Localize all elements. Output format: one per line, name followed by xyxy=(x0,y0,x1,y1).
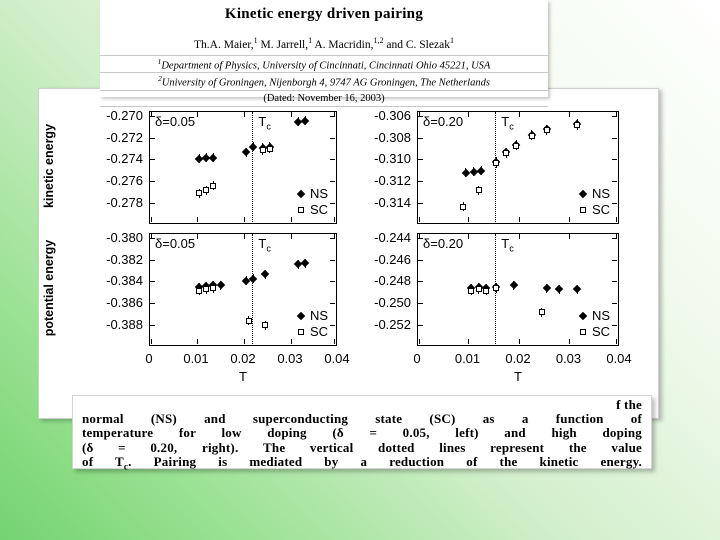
legend-label-ns: NS xyxy=(309,308,328,323)
y-tick xyxy=(150,159,155,160)
y-tick xyxy=(418,281,423,282)
x-tick xyxy=(519,234,520,239)
open-square-icon xyxy=(580,207,586,213)
data-point-sc xyxy=(246,318,252,324)
y-tick-label: -0.314 xyxy=(374,194,411,210)
filled-diamond-icon xyxy=(579,311,587,319)
caption-line: temperature for low doping (δ = 0.05, left) and high doping xyxy=(82,425,642,441)
x-tick xyxy=(244,339,245,344)
x-tick xyxy=(468,217,469,222)
legend-sc xyxy=(580,324,610,339)
delta-label: δ=0.20 xyxy=(423,114,464,129)
y-tick xyxy=(418,325,423,326)
x-tick xyxy=(616,339,617,344)
y-tick xyxy=(330,181,335,182)
y-axis-group-label-potential: potential energy xyxy=(42,239,56,337)
y-tick xyxy=(150,181,155,182)
data-point-sc xyxy=(460,204,466,210)
y-tick-label: -0.272 xyxy=(106,129,143,145)
x-tick xyxy=(419,217,420,222)
figure-canvas xyxy=(38,88,659,419)
x-tick-label: 0.03 xyxy=(277,351,303,366)
data-point-ns xyxy=(261,270,269,278)
y-tick xyxy=(612,303,617,304)
x-tick xyxy=(151,112,152,117)
x-tick xyxy=(468,234,469,239)
data-point-sc xyxy=(513,143,519,149)
x-tick xyxy=(291,112,292,117)
figure-caption xyxy=(72,395,652,472)
y-tick xyxy=(612,159,617,160)
legend-sc xyxy=(298,324,328,339)
data-point-ns xyxy=(462,169,470,177)
data-point-sc xyxy=(483,288,489,294)
data-point-sc xyxy=(493,160,499,166)
x-tick xyxy=(244,234,245,239)
data-point-ns xyxy=(477,166,485,174)
legend-sc xyxy=(580,202,610,217)
legend-ns xyxy=(298,308,328,323)
data-point-sc xyxy=(493,285,499,291)
tc-label: $T_c$ xyxy=(258,236,271,254)
x-tick-label: 0.04 xyxy=(324,351,350,366)
data-point-ns xyxy=(301,116,309,124)
x-tick xyxy=(151,339,152,344)
x-tick xyxy=(291,217,292,222)
data-point-ns xyxy=(555,285,563,293)
x-tick xyxy=(616,112,617,117)
x-tick-label: 0.01 xyxy=(454,351,481,366)
y-tick-label: -0.250 xyxy=(374,295,411,311)
y-tick-label: -0.276 xyxy=(106,173,143,189)
y-tick xyxy=(150,138,155,139)
legend-label-sc: SC xyxy=(309,324,328,339)
data-point-ns xyxy=(543,284,551,292)
x-tick xyxy=(569,112,570,117)
legend-ns xyxy=(580,186,610,201)
y-tick xyxy=(330,325,335,326)
y-axis-group-label-kinetic: kinetic energy xyxy=(42,123,56,209)
delta-label: δ=0.05 xyxy=(155,236,196,251)
legend-sc xyxy=(298,202,328,217)
x-tick xyxy=(151,217,152,222)
plot-panel-kinetic-high xyxy=(417,111,619,224)
x-tick xyxy=(569,234,570,239)
data-point-sc xyxy=(260,147,266,153)
data-point-ns xyxy=(510,281,518,289)
y-tick xyxy=(612,138,617,139)
paper-affiliation-2: $^2$University of Groningen, Nijenborgh 4, 9747 AG Groningen, The Netherlands xyxy=(100,73,548,91)
x-tick xyxy=(197,112,198,117)
y-tick-label: -0.246 xyxy=(374,251,411,267)
y-tick-label: -0.388 xyxy=(106,316,143,332)
y-tick-label: -0.312 xyxy=(374,173,411,189)
delta-label: δ=0.05 xyxy=(155,114,196,129)
x-tick xyxy=(519,217,520,222)
data-point-sc xyxy=(262,322,268,328)
plot-panel-potential-low xyxy=(149,233,337,346)
x-tick xyxy=(616,234,617,239)
legend-label-ns: NS xyxy=(591,186,610,201)
legend-ns xyxy=(580,308,610,323)
x-tick xyxy=(151,234,152,239)
x-tick xyxy=(197,339,198,344)
y-tick xyxy=(330,303,335,304)
open-square-icon xyxy=(298,329,304,335)
x-tick xyxy=(468,112,469,117)
paper-dated: (Dated: November 16, 2003) xyxy=(100,91,548,107)
legend-label-ns: NS xyxy=(591,308,610,323)
x-tick-label: 0.02 xyxy=(230,351,256,366)
y-tick xyxy=(612,281,617,282)
x-tick xyxy=(419,339,420,344)
legend-label-sc: SC xyxy=(591,202,610,217)
data-point-ns xyxy=(301,259,309,267)
y-tick xyxy=(330,281,335,282)
x-tick-label: 0 xyxy=(145,351,153,366)
y-tick-label: -0.308 xyxy=(374,129,411,145)
y-tick xyxy=(612,325,617,326)
data-point-sc xyxy=(267,146,273,152)
filled-diamond-icon xyxy=(579,189,587,197)
x-tick-label: 0.02 xyxy=(505,351,531,366)
tc-label: $T_c$ xyxy=(501,114,514,132)
plot-panel-potential-high xyxy=(417,233,619,346)
y-tick-label: -0.380 xyxy=(106,229,143,245)
y-tick-label: -0.382 xyxy=(106,251,143,267)
y-tick xyxy=(612,181,617,182)
data-point-sc xyxy=(196,288,202,294)
y-tick xyxy=(418,181,423,182)
paper-header xyxy=(100,0,548,104)
tc-dotted-line xyxy=(252,234,253,344)
data-point-ns xyxy=(216,281,224,289)
x-tick xyxy=(291,339,292,344)
y-tick-label: -0.252 xyxy=(374,316,411,332)
x-tick-label: 0.01 xyxy=(183,351,209,366)
legend-label-ns: NS xyxy=(309,186,328,201)
data-point-sc xyxy=(503,150,509,156)
y-tick xyxy=(612,203,617,204)
data-point-ns xyxy=(249,274,257,282)
x-tick xyxy=(334,339,335,344)
caption-line: f the xyxy=(616,397,642,412)
x-axis-label: T xyxy=(239,369,247,384)
caption-line: normal (NS) and superconducting state (SC) as a function of xyxy=(82,411,642,427)
y-tick xyxy=(330,203,335,204)
y-tick-label: -0.384 xyxy=(106,273,143,289)
y-tick-label: -0.274 xyxy=(106,151,143,167)
data-point-sc xyxy=(203,286,209,292)
x-tick xyxy=(616,217,617,222)
y-tick-label: -0.270 xyxy=(106,107,143,123)
open-square-icon xyxy=(298,207,304,213)
filled-diamond-icon xyxy=(297,311,305,319)
x-tick xyxy=(244,112,245,117)
data-point-sc xyxy=(476,286,482,292)
y-tick-label: -0.386 xyxy=(106,295,143,311)
paper-affiliation-1: $^1$Department of Physics, University of Cincinnati, Cincinnati Ohio 45221, USA xyxy=(100,55,548,74)
y-tick xyxy=(150,260,155,261)
tc-dotted-line xyxy=(252,112,253,222)
legend-ns xyxy=(298,186,328,201)
x-tick xyxy=(419,234,420,239)
data-point-ns xyxy=(209,153,217,161)
plot-panel-kinetic-low xyxy=(149,111,337,224)
y-tick-label: -0.306 xyxy=(374,107,411,123)
x-tick xyxy=(197,217,198,222)
y-tick xyxy=(418,203,423,204)
data-point-ns xyxy=(242,148,250,156)
y-tick xyxy=(418,260,423,261)
tc-label: $T_c$ xyxy=(501,236,514,254)
y-tick xyxy=(150,303,155,304)
x-tick-label: 0 xyxy=(413,351,421,366)
y-tick xyxy=(418,303,423,304)
legend-label-sc: SC xyxy=(591,324,610,339)
filled-diamond-icon xyxy=(297,189,305,197)
y-tick-label: -0.244 xyxy=(374,229,411,245)
data-point-sc xyxy=(210,285,216,291)
x-tick xyxy=(244,217,245,222)
data-point-sc xyxy=(529,133,535,139)
caption-line: (δ = 0.20, right). The vertical dotted lines represent the value xyxy=(82,439,642,455)
x-tick xyxy=(197,234,198,239)
x-tick-label: 0.04 xyxy=(606,351,632,366)
y-tick xyxy=(150,281,155,282)
x-tick xyxy=(569,339,570,344)
data-point-sc xyxy=(574,122,580,128)
data-point-sc xyxy=(539,309,545,315)
x-tick xyxy=(519,339,520,344)
y-tick xyxy=(330,159,335,160)
x-tick xyxy=(334,112,335,117)
caption-line: of $T_c$. Pairing is mediated by a reduction of the kinetic energy. xyxy=(82,453,642,472)
y-tick-label: -0.278 xyxy=(106,194,143,210)
data-point-ns xyxy=(249,143,257,151)
y-tick-label: -0.310 xyxy=(374,151,411,167)
y-tick xyxy=(418,138,423,139)
data-point-sc xyxy=(196,190,202,196)
x-tick xyxy=(569,217,570,222)
data-point-sc xyxy=(476,187,482,193)
delta-label: δ=0.20 xyxy=(423,236,464,251)
y-tick xyxy=(150,203,155,204)
tc-label: $T_c$ xyxy=(258,114,271,132)
data-point-sc xyxy=(203,187,209,193)
data-point-ns xyxy=(573,285,581,293)
data-point-sc xyxy=(468,288,474,294)
y-tick xyxy=(612,260,617,261)
y-tick xyxy=(150,325,155,326)
data-point-sc xyxy=(544,127,550,133)
x-tick xyxy=(468,339,469,344)
x-axis-label: T xyxy=(514,369,522,384)
y-tick-label: -0.248 xyxy=(374,273,411,289)
open-square-icon xyxy=(580,329,586,335)
y-tick xyxy=(330,260,335,261)
paper-authors: Th.A. Maier,$^1$ M. Jarrell,$^1$ A. Macridin,$^{1,2}$ and C. Slezak$^1$ xyxy=(194,36,454,51)
x-tick xyxy=(334,234,335,239)
x-tick xyxy=(419,112,420,117)
data-point-sc xyxy=(210,183,216,189)
y-tick xyxy=(418,159,423,160)
y-tick xyxy=(330,138,335,139)
paper-title: Kinetic energy driven pairing xyxy=(224,6,424,22)
x-tick xyxy=(334,217,335,222)
x-tick-label: 0.03 xyxy=(555,351,582,366)
x-tick xyxy=(291,234,292,239)
x-tick xyxy=(519,112,520,117)
legend-label-sc: SC xyxy=(309,202,328,217)
